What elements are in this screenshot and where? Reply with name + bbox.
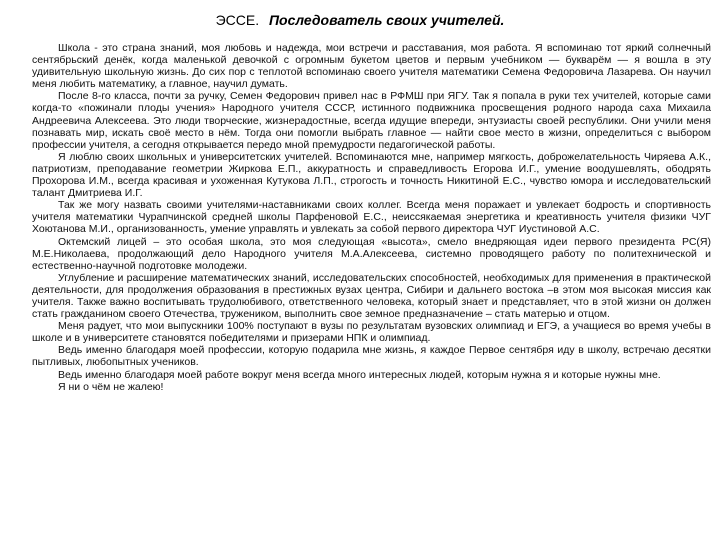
paragraph: Меня радует, что мои выпускники 100% поступают в вузы по результатам вузовских олимпиад и ЕГЭ, а учащиеся во время учебы в школе и в университете становятся победителями и призерами НПК и олимпиад. [32,320,711,345]
paragraph: Ведь именно благодаря моей профессии, которую подарила мне жизнь, я каждое Первое сентября иду в школу, встречаю десятки пытливых, любопытных учеников. [32,344,711,369]
paragraph: Ведь именно благодаря моей работе вокруг меня всегда много интересных людей, которым нужна я и которые нужны мне. [58,368,661,381]
paragraph: Углубление и расширение математических знаний, исследовательских способностей, необходимых для применения в практической деятельности, для продолжения образования в престижных вузах центра, Сибири и дальнего востока –в этом моя высокая миссия как учителя. Также важно воспитывать трудолюбивого, ответственного человека, который знает и представляет, что в этой жизни он должен стать гражданином своего Отечества, тружеником, выполнить свое земное предназначение – стать матерью и отцом. [32,271,711,321]
essay-title-label: ЭССЕ. [215,12,260,28]
paragraph: Октемский лицей – это особая школа, это моя следующая «высота», смело внедряющая идеи первого президента РС(Я) М.Е.Николаева, продолжающий дело Народного учителя М.А.Алексеева, системно проводящего работу по политехнической и естественно-научной подготовке молодежи. [32,235,711,272]
paragraph: Так же могу назвать своими учителями-наставниками своих коллег. Всегда меня поражает и увлекает бодрость и спортивность учителя математики Чурапчинской средней школы Парфеновой Е.С., неиссякаемая энергетика и креативность учителя физики ЧУГ Хоютанова М.И., организованность, умение управлять и увлекать за собой первого директора ЧУГ Иустиновой А.С. [32,199,711,236]
essay-body [32,42,711,393]
paragraph: Я люблю своих школьных и университетских учителей. Вспоминаются мне, например мягкость, доброжелательность Чиряева А.К., патриотизм, преподавание геометрии Жиркова Е.П., аккуратность и справедливость Егорова И.Г., умение воодушевлять, ободрять Прохорова И.М., всегда красивая и ухоженная Кутукова Л.П., строгость и точность Никитиной Е.С., чувство юмора и исследовательский талант Дмитриева И.Г. [32,150,711,200]
paragraph: Я ни о чём не жалею! [58,380,164,393]
essay-title [0,12,720,28]
essay-title-text: Последователь своих учителей. [268,12,505,28]
paragraph: После 8-го класса, почти за ручку, Семен Федорович привел нас в РФМШ при ЯГУ. Так я попала в руки тех учителей, которые сами когда-то «пожинали плоды учения» Народного учителя СССР, истинного подвижника просвещения родного народа саха Михаила Андреевича Алексеева. Это люди творческие, жизнерадостные, всегда идущие впереди, энтузиасты своей республики. Они учили меня познавать мир, искать своё место в нём. Тогда они помогли выбрать главное — найти свое место в жизни, определиться с выбором профессии учителя, а сегодня открывается передо мной премудрости педагогической работы. [32,90,711,151]
paragraph: Школа - это страна знаний, моя любовь и надежда, мои встречи и расставания, моя работа. Я вспоминаю тот яркий солнечный сентябрьский денёк, когда маленькой девочкой с огромным букетом цветов и первым учебником — букварём — я вошла в эту удивительную школьную жизнь. До сих пор с теплотой вспоминаю своего учителя математики Семена Федоровича Лазарева. Он научил меня любить математику, а главное, научил думать. [32,42,711,91]
